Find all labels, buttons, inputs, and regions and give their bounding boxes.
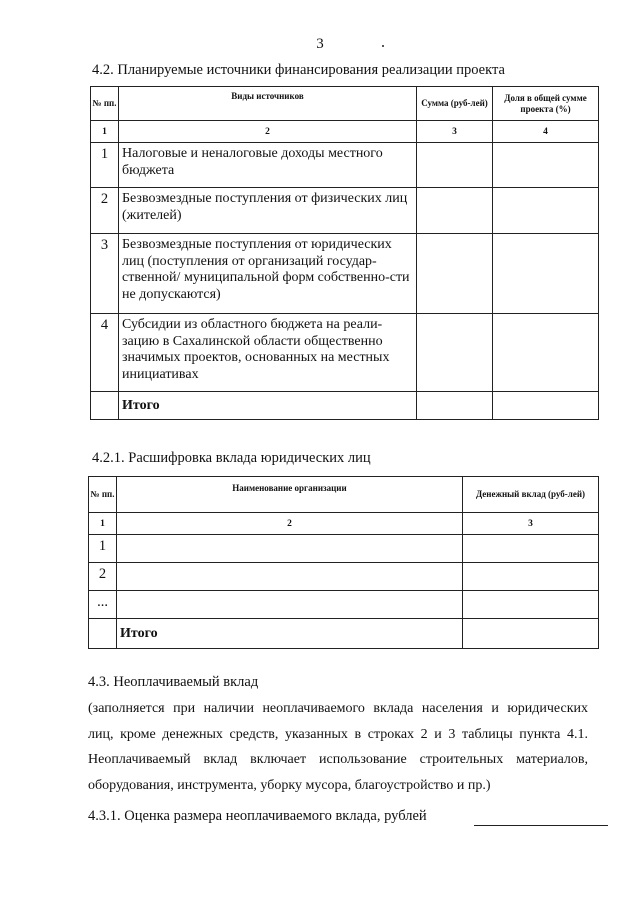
contribution-cell[interactable] (463, 563, 599, 591)
organization-cell[interactable] (117, 591, 463, 619)
col-number: 4 (493, 121, 599, 143)
row-number: 1 (91, 143, 119, 188)
header-num: № пп. (91, 87, 119, 121)
table-header-row (91, 87, 599, 121)
total-share-cell[interactable] (493, 392, 599, 420)
total-row (89, 619, 599, 649)
section-4-3-title: 4.3. Неоплачиваемый вклад (88, 674, 259, 690)
total-row (91, 392, 599, 420)
col-number: 3 (417, 121, 493, 143)
decorative-dot (382, 45, 384, 47)
row-number: ... (89, 591, 117, 619)
row-number: 2 (89, 563, 117, 591)
table-row (89, 563, 599, 591)
share-cell[interactable] (493, 314, 599, 392)
row-number: 3 (91, 234, 119, 314)
contribution-cell[interactable] (463, 591, 599, 619)
section-4-2-1-title: 4.2.1. Расшифровка вклада юридических лиц (92, 450, 371, 466)
amount-cell[interactable] (417, 234, 493, 314)
col-number: 2 (117, 513, 463, 535)
col-number: 1 (91, 121, 119, 143)
section-4-3-paragraph (88, 696, 588, 798)
total-num-cell (91, 392, 119, 420)
header-cash-contribution: Денежный вклад (руб-лей) (463, 477, 599, 513)
total-contribution-cell[interactable] (463, 619, 599, 649)
funding-sources-table (90, 86, 599, 420)
header-source-type: Виды источников (119, 87, 417, 121)
paragraph-line: оборудования, инструмента, уборку мусора, благоустройство и пр.) (88, 777, 491, 793)
table-row (91, 234, 599, 314)
col-number: 2 (119, 121, 417, 143)
page-number: 3 (316, 36, 324, 52)
col-number: 1 (89, 513, 117, 535)
legal-entities-table (88, 476, 599, 649)
table-row (89, 591, 599, 619)
section-4-2-title: 4.2. Планируемые источники финансирования реализации проекта (92, 62, 505, 78)
amount-cell[interactable] (417, 314, 493, 392)
row-source-text: Субсидии из областного бюджета на реали-зацию в Сахалинской области общественно значимых проектов, основанных на местных инициативах (119, 314, 417, 392)
total-amount-cell[interactable] (417, 392, 493, 420)
total-label: Итого (117, 619, 463, 649)
column-number-row (91, 121, 599, 143)
unpaid-contribution-blank[interactable] (474, 825, 608, 826)
total-num-cell (89, 619, 117, 649)
row-number: 2 (91, 188, 119, 234)
row-number: 4 (91, 314, 119, 392)
header-num: № пп. (89, 477, 117, 513)
section-4-3-1-title: 4.3.1. Оценка размера неоплачиваемого вклада, рублей (88, 808, 427, 824)
total-label: Итого (119, 392, 417, 420)
row-source-text: Безвозмездные поступления от юридических лиц (поступления от организаций государ-ственной/ муниципальной форм собственно-сти не допускаются) (119, 234, 417, 314)
table-row (91, 143, 599, 188)
organization-cell[interactable] (117, 563, 463, 591)
contribution-cell[interactable] (463, 535, 599, 563)
share-cell[interactable] (493, 188, 599, 234)
paragraph-line: Неоплачиваемый вклад включает использование строительных материалов, (88, 752, 588, 767)
table-row (89, 535, 599, 563)
amount-cell[interactable] (417, 188, 493, 234)
row-number: 1 (89, 535, 117, 563)
col-number: 3 (463, 513, 599, 535)
row-source-text: Безвозмездные поступления от физических лиц (жителей) (119, 188, 417, 234)
share-cell[interactable] (493, 234, 599, 314)
paragraph-line: лиц, кроме денежных средств, указанных в строках 2 и 3 таблицы пункта 4.1. (88, 726, 588, 742)
table-header-row (89, 477, 599, 513)
paragraph-line: (заполняется при наличии неоплачиваемого вклада населения и юридических (88, 701, 588, 716)
share-cell[interactable] (493, 143, 599, 188)
table-row (91, 188, 599, 234)
row-source-text: Налоговые и неналоговые доходы местного бюджета (119, 143, 417, 188)
amount-cell[interactable] (417, 143, 493, 188)
column-number-row (89, 513, 599, 535)
header-organization: Наименование организации (117, 477, 463, 513)
organization-cell[interactable] (117, 535, 463, 563)
header-share: Доля в общей сумме проекта (%) (493, 87, 599, 121)
header-amount: Сумма (руб-лей) (417, 87, 493, 121)
table-row (91, 314, 599, 392)
